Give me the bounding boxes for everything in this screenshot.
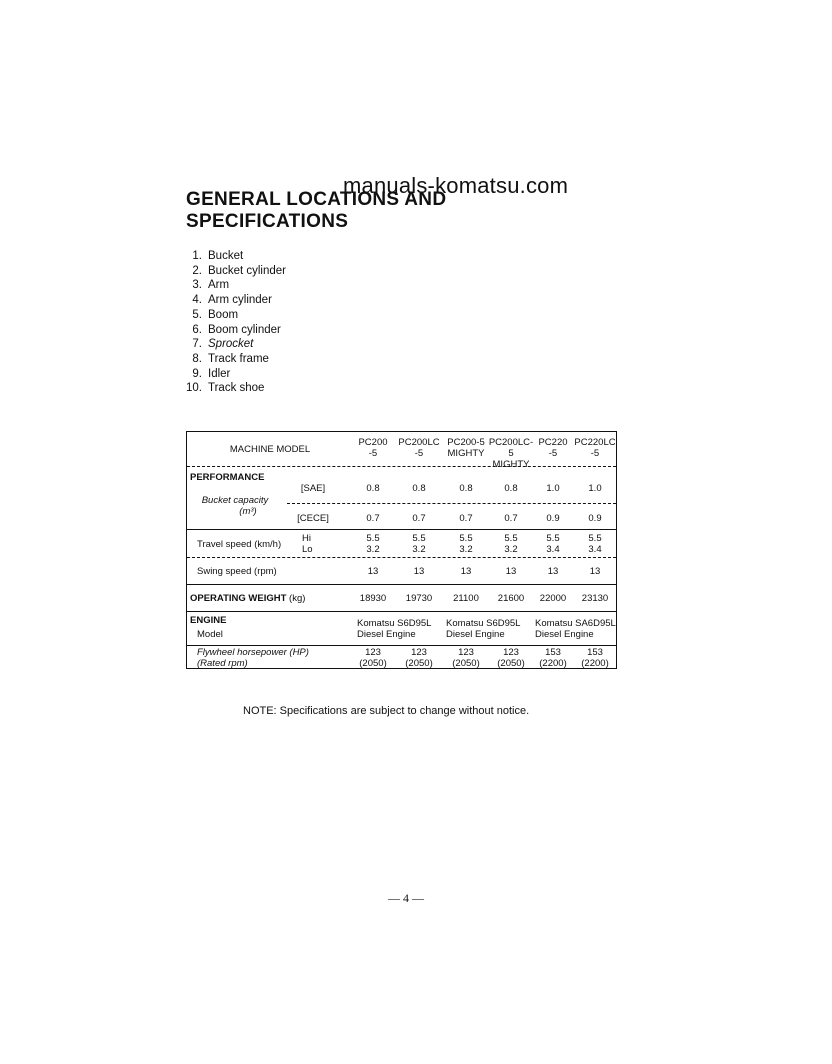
weight-value: 19730 bbox=[405, 593, 433, 604]
list-item: 8. Track frame bbox=[192, 352, 269, 365]
weight-value: 22000 bbox=[539, 593, 567, 604]
page-number: — 4 — bbox=[388, 891, 424, 905]
swing-value: 13 bbox=[547, 566, 559, 577]
swing-speed-label: Swing speed (rpm) bbox=[197, 566, 277, 577]
performance-section-label: PERFORMANCE bbox=[190, 472, 265, 483]
hp-value: 123 (2050) bbox=[405, 647, 433, 669]
watermark: manuals-komatsu.com bbox=[343, 173, 569, 198]
weight-value: 18930 bbox=[359, 593, 387, 604]
cece-value: 0.9 bbox=[588, 513, 602, 524]
engine-model-value: Komatsu S6D95L Diesel Engine bbox=[357, 618, 432, 640]
sae-label: [SAE] bbox=[300, 483, 326, 494]
title-line-1: GENERAL LOCATIONS AND bbox=[186, 189, 447, 210]
list-item: 5. Boom bbox=[192, 308, 239, 321]
divider bbox=[187, 466, 616, 467]
model-header: PC200LC -5 bbox=[398, 437, 440, 459]
sae-value: 1.0 bbox=[546, 483, 560, 494]
flywheel-hp-label: Flywheel horsepower (HP) (Rated rpm) bbox=[197, 647, 309, 669]
swing-value: 13 bbox=[367, 566, 379, 577]
specifications-note: NOTE: Specifications are subject to change without notice. bbox=[243, 705, 530, 717]
swing-value: 13 bbox=[505, 566, 517, 577]
hp-value: 123 (2050) bbox=[359, 647, 387, 669]
hp-value: 123 (2050) bbox=[452, 647, 480, 669]
divider bbox=[187, 557, 616, 558]
hp-value: 153 (2200) bbox=[581, 647, 609, 669]
travel-speed-value: 5.5 3.2 bbox=[366, 533, 380, 555]
engine-model-value: Komatsu S6D95L Diesel Engine bbox=[446, 618, 521, 640]
sae-value: 1.0 bbox=[588, 483, 602, 494]
operating-weight-label: OPERATING WEIGHT (kg) bbox=[190, 593, 306, 604]
divider bbox=[187, 584, 616, 585]
sae-value: 0.8 bbox=[412, 483, 426, 494]
swing-value: 13 bbox=[413, 566, 425, 577]
model-header: PC220LC -5 bbox=[574, 437, 616, 459]
swing-value: 13 bbox=[589, 566, 601, 577]
engine-model-label: Model bbox=[197, 629, 223, 640]
weight-value: 23130 bbox=[581, 593, 609, 604]
weight-value: 21100 bbox=[453, 593, 479, 604]
engine-model-value: Komatsu SA6D95L Diesel Engine bbox=[535, 618, 616, 640]
hp-value: 123 (2050) bbox=[497, 647, 525, 669]
cece-label: [CECE] bbox=[297, 513, 329, 524]
page-title bbox=[186, 189, 446, 233]
sae-value: 0.8 bbox=[459, 483, 473, 494]
travel-speed-value: 5.5 3.2 bbox=[412, 533, 426, 555]
travel-speed-value: 5.5 3.4 bbox=[546, 533, 560, 555]
travel-speed-label: Travel speed (km/h) bbox=[197, 539, 282, 550]
divider bbox=[187, 645, 616, 646]
cece-value: 0.7 bbox=[366, 513, 380, 524]
travel-speed-value: 5.5 3.2 bbox=[459, 533, 473, 555]
weight-value: 21600 bbox=[497, 593, 525, 604]
swing-value: 13 bbox=[460, 566, 472, 577]
list-item: 3. Arm bbox=[192, 279, 230, 292]
cece-value: 0.7 bbox=[459, 513, 473, 524]
model-header: PC200-5 MIGHTY bbox=[447, 437, 485, 459]
list-item: 7. Sprocket bbox=[192, 338, 254, 351]
list-item: 4. Arm cylinder bbox=[192, 294, 272, 307]
cece-value: 0.7 bbox=[412, 513, 426, 524]
machine-model-header: MACHINE MODEL bbox=[229, 444, 311, 455]
travel-hi-lo-labels: Hi Lo bbox=[302, 533, 313, 555]
model-header: PC200 -5 bbox=[358, 437, 388, 459]
title-line-2: SPECIFICATIONS bbox=[186, 211, 349, 232]
hp-value: 153 (2200) bbox=[539, 647, 567, 669]
list-item: 10. Track shoe bbox=[186, 382, 265, 395]
specifications-table bbox=[186, 431, 617, 669]
travel-speed-value: 5.5 3.4 bbox=[588, 533, 602, 555]
divider bbox=[187, 529, 616, 530]
sae-value: 0.8 bbox=[366, 483, 380, 494]
list-item: 6. Boom cylinder bbox=[192, 323, 281, 336]
divider bbox=[287, 503, 616, 504]
model-header: PC220 -5 bbox=[538, 437, 568, 459]
list-item: 2. Bucket cylinder bbox=[192, 264, 286, 277]
model-header: PC200LC-5 MIGHTY bbox=[488, 437, 534, 470]
list-item: 9. Idler bbox=[192, 367, 231, 380]
parts-list bbox=[184, 249, 286, 396]
travel-speed-value: 5.5 3.2 bbox=[504, 533, 518, 555]
cece-value: 0.7 bbox=[504, 513, 518, 524]
bucket-capacity-label: Bucket capacity (m³) bbox=[201, 495, 269, 517]
list-item: 1. Bucket bbox=[192, 250, 244, 262]
divider bbox=[187, 611, 616, 612]
engine-section-label: ENGINE bbox=[190, 615, 227, 626]
cece-value: 0.9 bbox=[546, 513, 560, 524]
sae-value: 0.8 bbox=[504, 483, 518, 494]
